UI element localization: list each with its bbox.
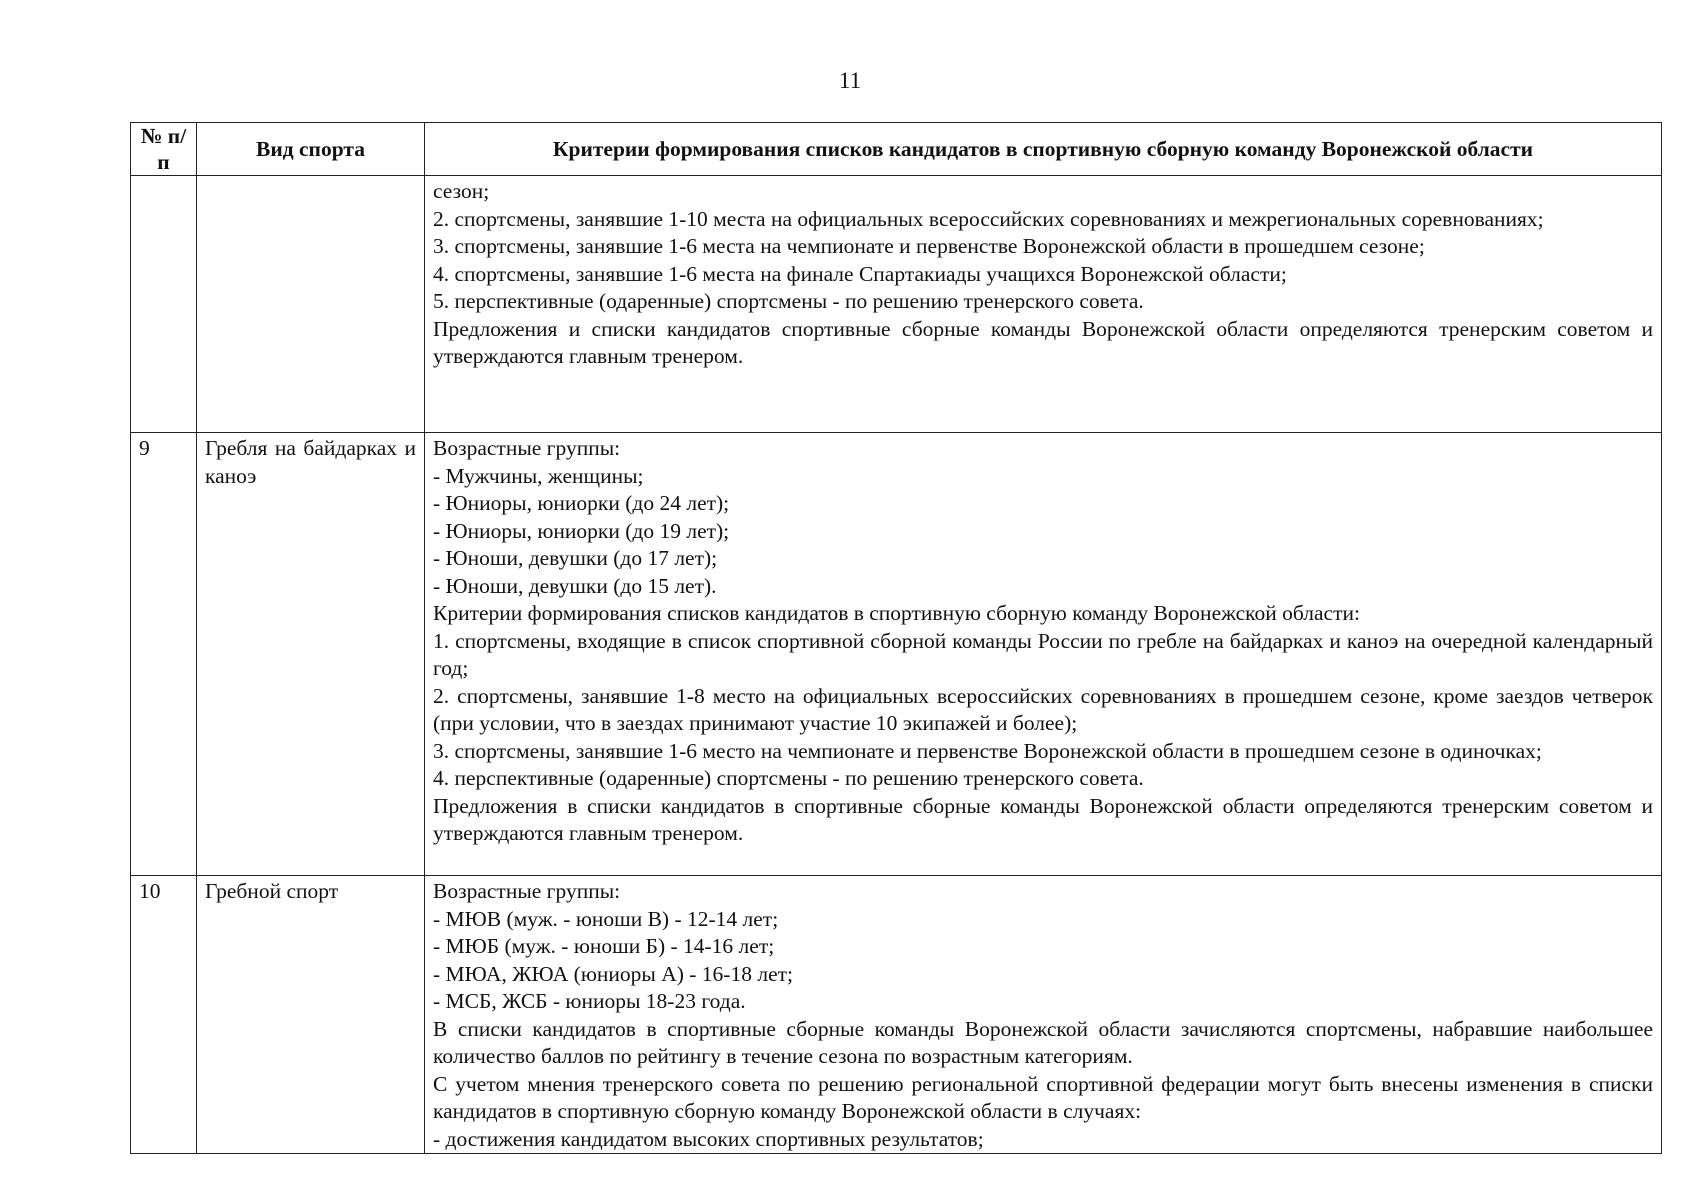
- criteria-cell: [425, 433, 1662, 876]
- page-number: 11: [838, 68, 862, 93]
- criteria-line: - достижения кандидатом высоких спортивных результатов;: [433, 1126, 984, 1151]
- criteria-line: - МЮА, ЖЮА (юниоры А) - 16-18 лет;: [433, 961, 793, 986]
- table-row: [131, 176, 1662, 433]
- criteria-line: сезон;: [433, 179, 490, 203]
- table-header-row: [131, 123, 1662, 176]
- header-sport: Вид спорта: [197, 123, 425, 176]
- criteria-line: Предложения и списки кандидатов спортивные сборные команды Воронежской области определяются тренерским советом и утверждаются главным тренером.: [433, 316, 1653, 368]
- table-row: [131, 433, 1662, 876]
- criteria-line: Возрастные группы:: [433, 436, 621, 460]
- criteria-line: - Юноши, девушки (до 15 лет).: [433, 573, 717, 598]
- criteria-table: [130, 122, 1662, 1154]
- row-number: [131, 176, 197, 433]
- criteria-line: 2. спортсмены, занявшие 1-10 места на официальных всероссийских соревнованиях и межрегиональных соревнованиях;: [433, 206, 1544, 231]
- criteria-line: - МЮБ (муж. - юноши Б) - 14-16 лет;: [433, 934, 775, 958]
- criteria-cell: [425, 176, 1662, 433]
- sport-name: Гребля на байдарках и каноэ: [197, 433, 425, 876]
- criteria-line: 3. спортсмены, занявшие 1-6 места на чемпионате и первенстве Воронежской области в прошедшем сезоне;: [433, 234, 1425, 258]
- criteria-line: 4. спортсмены, занявшие 1-6 места на финале Спартакиады учащихся Воронежской области;: [433, 261, 1287, 286]
- criteria-line: - Юноши, девушки (до 17 лет);: [433, 546, 718, 570]
- row-number: 9: [131, 433, 197, 876]
- criteria-line: 2. спортсмены, занявшие 1-8 место на официальных всероссийских соревнованиях в прошедшем сезоне, кроме заездов четверок (при условии, что в заездах принимают участие 10 экипажей и более);: [433, 683, 1653, 735]
- criteria-line: - Юниоры, юниорки (до 19 лет);: [433, 518, 730, 543]
- criteria-line: 4. перспективные (одаренные) спортсмены - по решению тренерского совета.: [433, 766, 1144, 790]
- criteria-line: Возрастные группы:: [433, 879, 621, 903]
- criteria-line: В списки кандидатов в спортивные сборные команды Воронежской области зачисляются спортсмены, набравшие наибольшее количество баллов по рейтингу в течение сезона по возрастным категориям.: [433, 1016, 1653, 1068]
- criteria-line: Критерии формирования списков кандидатов в спортивную сборную команду Воронежской области:: [433, 601, 1360, 625]
- criteria-line: 5. перспективные (одаренные) спортсмены - по решению тренерского совета.: [433, 289, 1144, 313]
- header-number: № п/п: [131, 123, 197, 176]
- header-criteria: Критерии формирования списков кандидатов в спортивную сборную команду Воронежской области: [425, 123, 1662, 176]
- criteria-line: С учетом мнения тренерского совета по решению региональной спортивной федерации могут быть внесены изменения в списки кандидатов в спортивную сборную команду Воронежской области в случаях:: [433, 1071, 1653, 1123]
- criteria-line: 1. спортсмены, входящие в список спортивной сборной команды России по гребле на байдарках и каноэ на очередной календарный год;: [433, 628, 1653, 680]
- row-number: 10: [131, 876, 197, 1154]
- criteria-line: - МЮВ (муж. - юноши В) - 12-14 лет;: [433, 906, 779, 931]
- table-row: [131, 876, 1662, 1154]
- sport-name: Гребной спорт: [197, 876, 425, 1154]
- criteria-line: - Юниоры, юниорки (до 24 лет);: [433, 491, 730, 515]
- criteria-line: 3. спортсмены, занявшие 1-6 место на чемпионате и первенстве Воронежской области в прошедшем сезоне в одиночках;: [433, 738, 1542, 763]
- criteria-line: Предложения в списки кандидатов в спортивные сборные команды Воронежской области определяются тренерским советом и утверждаются главным тренером.: [433, 793, 1653, 845]
- criteria-line: - МСБ, ЖСБ - юниоры 18-23 года.: [433, 989, 746, 1013]
- sport-name: [197, 176, 425, 433]
- criteria-line: - Мужчины, женщины;: [433, 463, 644, 488]
- criteria-cell: [425, 876, 1662, 1154]
